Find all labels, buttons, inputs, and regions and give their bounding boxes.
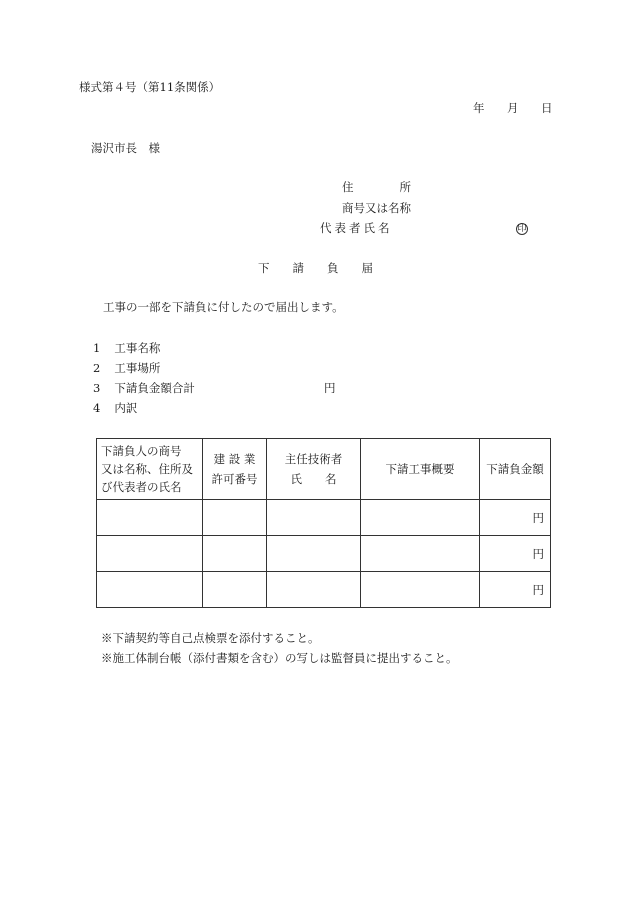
item-number: 3	[93, 381, 101, 395]
list-item	[93, 363, 160, 375]
header-license-number: 建 設 業 許可番号	[203, 439, 267, 500]
statement: 工事の一部を下請負に付したので届出します。	[103, 300, 344, 314]
header-amount: 下請負金額	[480, 439, 551, 500]
item-label: 下請負金額合計	[114, 381, 195, 395]
header-work-summary: 下請工事概要	[361, 439, 480, 500]
addressee: 湯沢市長 様	[91, 141, 160, 155]
list-item	[93, 343, 160, 355]
breakdown-table	[96, 438, 551, 608]
table-header-row	[97, 439, 551, 500]
date-month: 月	[507, 101, 519, 115]
address-label: 住 所	[342, 180, 411, 194]
cell-amount: 円	[480, 536, 551, 572]
cell-subcontractor	[97, 536, 203, 572]
cell-license	[203, 572, 267, 608]
table-row	[97, 536, 551, 572]
note-item: ※施工体制台帳（添付書類を含む）の写しは監督員に提出すること。	[101, 651, 458, 665]
table-row	[97, 500, 551, 536]
cell-amount: 円	[480, 572, 551, 608]
header-chief-engineer: 主任技術者 氏 名	[267, 439, 361, 500]
list-item	[93, 383, 195, 395]
cell-amount: 円	[480, 500, 551, 536]
item-number: 4	[93, 401, 101, 415]
item-number: 2	[93, 361, 101, 375]
item-label: 内訳	[114, 401, 138, 415]
note-item: ※下請契約等自己点検票を添付すること。	[101, 631, 320, 645]
document-title: 下 請 負 届	[258, 261, 373, 275]
cell-subcontractor	[97, 500, 203, 536]
cell-license	[203, 536, 267, 572]
list-item	[93, 403, 137, 415]
item-number: 1	[93, 341, 101, 355]
cell-engineer	[267, 536, 361, 572]
item-label: 工事名称	[114, 341, 161, 355]
seal-mark-icon: 印	[517, 224, 527, 234]
date-year: 年	[473, 101, 485, 115]
cell-summary	[361, 536, 480, 572]
cell-engineer	[267, 572, 361, 608]
table-row	[97, 572, 551, 608]
cell-license	[203, 500, 267, 536]
cell-summary	[361, 500, 480, 536]
representative-label: 代表者氏名	[320, 221, 393, 235]
header-subcontractor: 下請負人の商号 又は名称、住所及 び代表者の氏名	[97, 439, 203, 500]
cell-summary	[361, 572, 480, 608]
cell-subcontractor	[97, 572, 203, 608]
company-label: 商号又は名称	[342, 201, 411, 215]
total-amount-unit: 円	[324, 381, 336, 395]
form-number: 様式第４号（第11条関係）	[79, 80, 221, 94]
item-label: 工事場所	[114, 361, 161, 375]
cell-engineer	[267, 500, 361, 536]
date-day: 日	[541, 101, 553, 115]
